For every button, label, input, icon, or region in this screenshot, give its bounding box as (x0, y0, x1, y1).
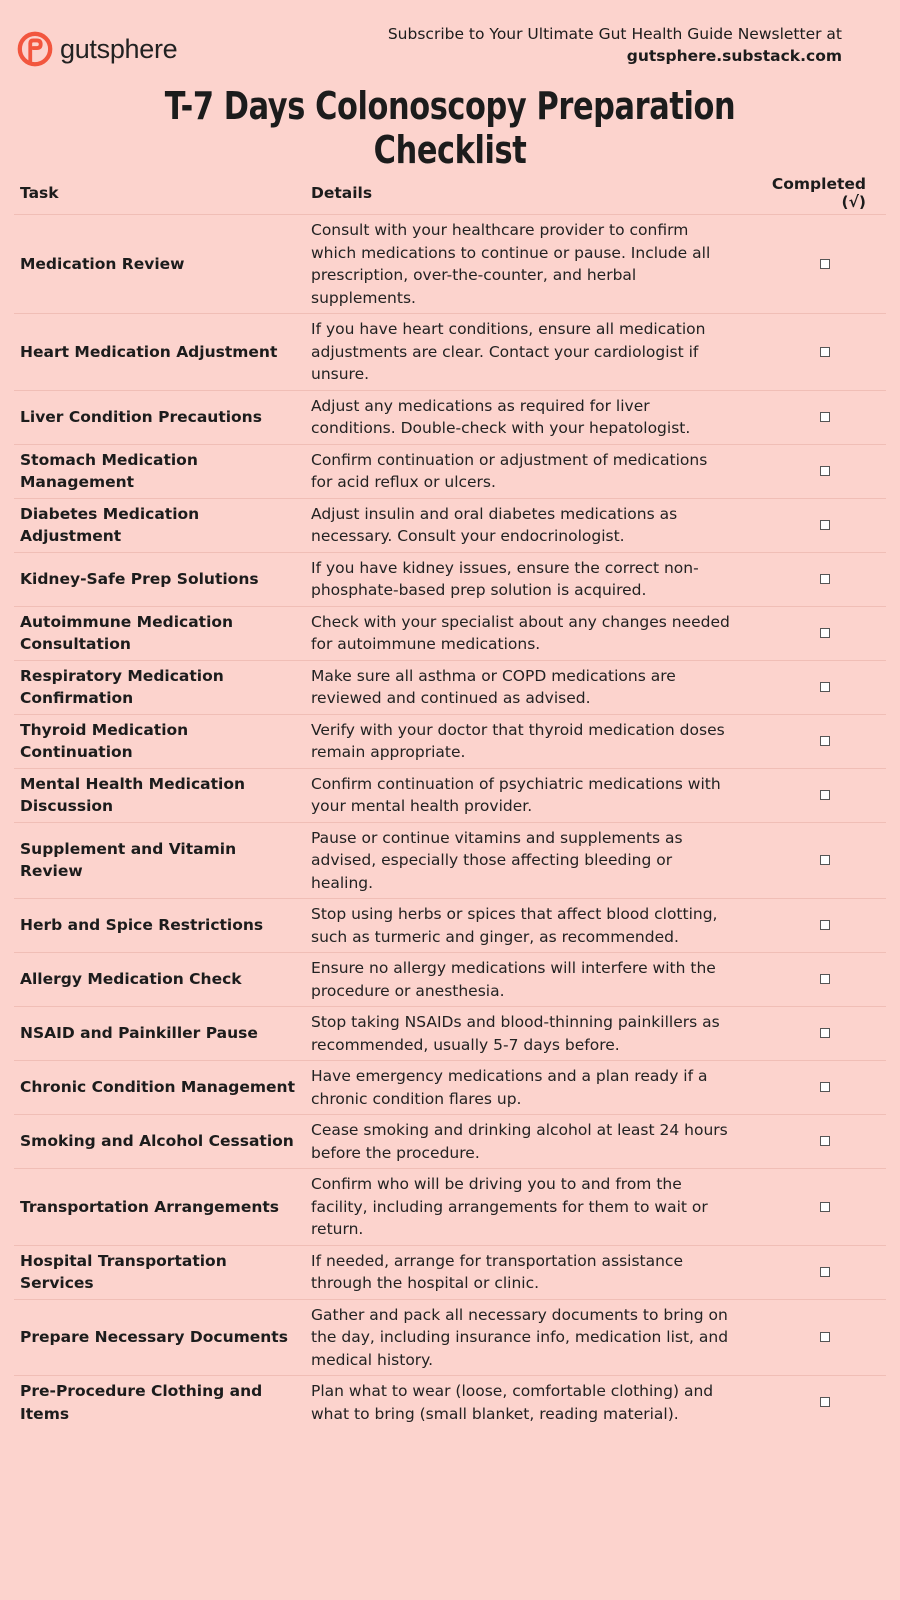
completed-cell (739, 1061, 886, 1115)
brand-logo (16, 30, 177, 68)
task-name: Pre-Procedure Clothing and Items (14, 1376, 305, 1430)
task-name: Supplement and Vitamin Review (14, 822, 305, 899)
task-name: Chronic Condition Management (14, 1061, 305, 1115)
table-row (14, 444, 886, 498)
completed-cell (739, 314, 886, 391)
subscribe-text: Subscribe to Your Ultimate Gut Health Guide Newsletter at (387, 25, 842, 43)
table-row (14, 1376, 886, 1430)
completed-cell (739, 1169, 886, 1246)
task-details: Adjust insulin and oral diabetes medications as necessary. Consult your endocrinologist. (305, 498, 739, 552)
task-details: Stop using herbs or spices that affect blood clotting, such as turmeric and ginger, as recommended. (305, 899, 739, 953)
completed-cell (739, 1299, 886, 1376)
completed-cell (739, 822, 886, 899)
table-row (14, 1007, 886, 1061)
task-name: Mental Health Medication Discussion (14, 768, 305, 822)
task-name: Hospital Transportation Services (14, 1245, 305, 1299)
table-row (14, 822, 886, 899)
table-row (14, 1115, 886, 1169)
completed-cell (739, 498, 886, 552)
task-details: Consult with your healthcare provider to confirm which medications to continue or pause. Include all prescription, over-the-counter, and herbal supplements. (305, 215, 739, 314)
table-row (14, 768, 886, 822)
completed-checkbox[interactable] (820, 259, 830, 269)
task-details: If needed, arrange for transportation assistance through the hospital or clinic. (305, 1245, 739, 1299)
newsletter-promo (388, 23, 842, 67)
task-details: If you have kidney issues, ensure the correct non-phosphate-based prep solution is acquired. (305, 552, 739, 606)
table-row (14, 498, 886, 552)
completed-checkbox[interactable] (820, 1028, 830, 1038)
completed-cell (739, 552, 886, 606)
task-details: Make sure all asthma or COPD medications are reviewed and continued as advised. (305, 660, 739, 714)
completed-checkbox[interactable] (820, 347, 830, 357)
completed-checkbox[interactable] (820, 1202, 830, 1212)
table-row (14, 1061, 886, 1115)
completed-cell (739, 953, 886, 1007)
completed-checkbox[interactable] (820, 1136, 830, 1146)
newsletter-link[interactable]: gutsphere.substack.com (626, 47, 842, 65)
completed-checkbox[interactable] (820, 920, 830, 930)
task-details: Ensure no allergy medications will interfere with the procedure or anesthesia. (305, 953, 739, 1007)
brand-name: gutsphere (60, 33, 178, 64)
completed-cell (739, 1007, 886, 1061)
checklist-table (14, 172, 886, 1429)
completed-checkbox[interactable] (820, 1332, 830, 1342)
column-header-task: Task (20, 184, 59, 202)
task-name: Liver Condition Precautions (14, 390, 305, 444)
task-name: Allergy Medication Check (14, 953, 305, 1007)
completed-checkbox[interactable] (820, 574, 830, 584)
completed-checkbox[interactable] (820, 466, 830, 476)
task-details: Confirm who will be driving you to and from the facility, including arrangements for them to wait or return. (305, 1169, 739, 1246)
task-name: Respiratory Medication Confirmation (14, 660, 305, 714)
task-name: Heart Medication Adjustment (14, 314, 305, 391)
completed-checkbox[interactable] (820, 1267, 830, 1277)
completed-checkbox[interactable] (820, 682, 830, 692)
task-details: If you have heart conditions, ensure all medication adjustments are clear. Contact your cardiologist if unsure. (305, 314, 739, 391)
table-row (14, 899, 886, 953)
task-details: Pause or continue vitamins and supplements as advised, especially those affecting bleeding or healing. (305, 822, 739, 899)
task-name: Herb and Spice Restrictions (14, 899, 305, 953)
task-details: Plan what to wear (loose, comfortable clothing) and what to bring (small blanket, reading material). (305, 1376, 739, 1430)
table-header-row (14, 172, 886, 215)
task-name: NSAID and Painkiller Pause (14, 1007, 305, 1061)
task-name: Thyroid Medication Continuation (14, 714, 305, 768)
task-details: Verify with your doctor that thyroid medication doses remain appropriate. (305, 714, 739, 768)
completed-cell (739, 714, 886, 768)
page-title: T-7 Days Colonoscopy Preparation Checklist (164, 84, 736, 172)
table-row (14, 1299, 886, 1376)
completed-checkbox[interactable] (820, 790, 830, 800)
completed-cell (739, 660, 886, 714)
task-details: Stop taking NSAIDs and blood-thinning painkillers as recommended, usually 5-7 days before. (305, 1007, 739, 1061)
column-header-details: Details (311, 184, 373, 202)
task-details: Check with your specialist about any changes needed for autoimmune medications. (305, 606, 739, 660)
task-details: Cease smoking and drinking alcohol at least 24 hours before the procedure. (305, 1115, 739, 1169)
completed-cell (739, 606, 886, 660)
completed-checkbox[interactable] (820, 1082, 830, 1092)
completed-checkbox[interactable] (820, 736, 830, 746)
completed-cell (739, 390, 886, 444)
column-header-completed: Completed (√) (771, 175, 866, 211)
task-name: Kidney-Safe Prep Solutions (14, 552, 305, 606)
task-name: Diabetes Medication Adjustment (14, 498, 305, 552)
completed-cell (739, 1245, 886, 1299)
task-details: Have emergency medications and a plan ready if a chronic condition flares up. (305, 1061, 739, 1115)
table-row (14, 953, 886, 1007)
completed-cell (739, 1115, 886, 1169)
table-row (14, 314, 886, 391)
task-details: Gather and pack all necessary documents to bring on the day, including insurance info, medication list, and medical history. (305, 1299, 739, 1376)
task-name: Prepare Necessary Documents (14, 1299, 305, 1376)
table-row (14, 215, 886, 314)
completed-checkbox[interactable] (820, 855, 830, 865)
task-name: Transportation Arrangements (14, 1169, 305, 1246)
completed-cell (739, 768, 886, 822)
completed-cell (739, 1376, 886, 1430)
task-name: Smoking and Alcohol Cessation (14, 1115, 305, 1169)
table-row (14, 552, 886, 606)
table-row (14, 714, 886, 768)
task-name: Stomach Medication Management (14, 444, 305, 498)
completed-checkbox[interactable] (820, 974, 830, 984)
gutsphere-logo-icon (16, 30, 54, 68)
completed-checkbox[interactable] (820, 628, 830, 638)
task-name: Medication Review (14, 215, 305, 314)
task-details: Confirm continuation of psychiatric medications with your mental health provider. (305, 768, 739, 822)
table-row (14, 660, 886, 714)
completed-checkbox[interactable] (820, 1397, 830, 1407)
completed-cell (739, 444, 886, 498)
completed-cell (739, 899, 886, 953)
task-details: Confirm continuation or adjustment of medications for acid reflux or ulcers. (305, 444, 739, 498)
task-name: Autoimmune Medication Consultation (14, 606, 305, 660)
table-row (14, 390, 886, 444)
table-row (14, 1169, 886, 1246)
completed-checkbox[interactable] (820, 412, 830, 422)
table-row (14, 606, 886, 660)
completed-cell (739, 215, 886, 314)
task-details: Adjust any medications as required for liver conditions. Double-check with your hepatologist. (305, 390, 739, 444)
completed-checkbox[interactable] (820, 520, 830, 530)
table-row (14, 1245, 886, 1299)
